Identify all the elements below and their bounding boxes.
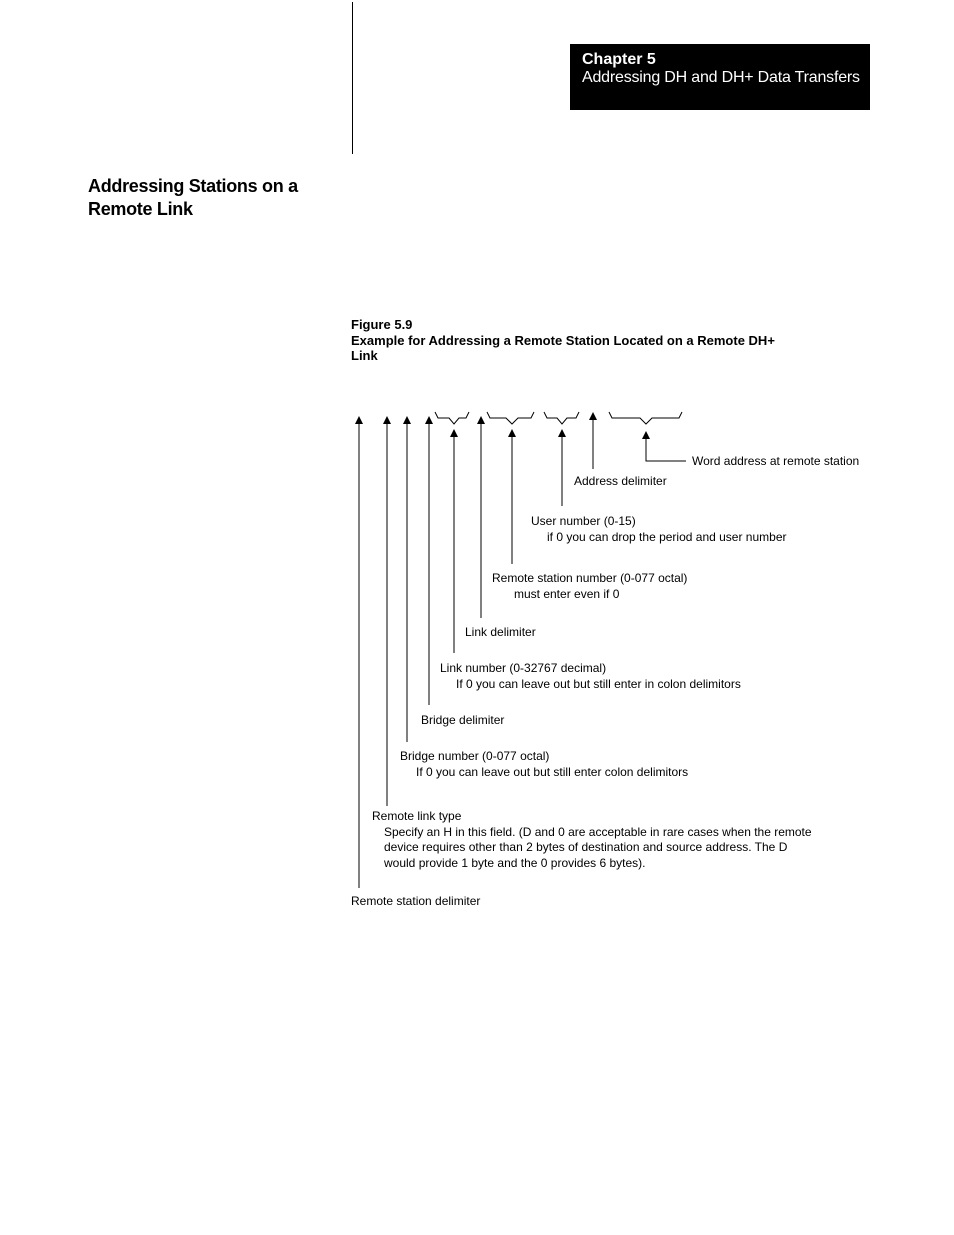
figure-number: Figure 5.9 [351, 317, 413, 332]
chapter-title: Addressing DH and DH+ Data Transfers [582, 69, 860, 86]
remote-link-type-note-2: device requires other than 2 bytes of destination and source address. The D [384, 840, 788, 854]
pointer-word-address [646, 432, 686, 461]
brace-remote-station-number [487, 412, 534, 424]
label-remote-link-type [372, 809, 812, 871]
remote-link-type-note-3: would provide 1 byte and the 0 provides 6 bytes). [384, 855, 646, 870]
label-user-number [531, 514, 786, 545]
link-number-title: Link number (0-32767 decimal) [440, 661, 607, 675]
user-number-title: User number (0-15) [531, 514, 636, 528]
chapter-label: Chapter 5 [582, 51, 656, 68]
label-word-address: Word address at remote station [692, 454, 860, 468]
label-bridge-number [400, 749, 688, 780]
brace-user-number [544, 412, 579, 424]
label-bridge-delimiter: Bridge delimiter [421, 713, 505, 727]
label-remote-station-number [492, 571, 687, 602]
link-number-note: If 0 you can leave out but still enter in colon delimitors [456, 676, 741, 691]
user-number-note: if 0 you can drop the period and user number [547, 529, 787, 544]
label-link-number [440, 661, 741, 692]
section-heading: Addressing Stations on a Remote Link [88, 176, 298, 219]
bridge-number-title: Bridge number (0-077 octal) [400, 749, 550, 763]
brace-link-number [435, 412, 469, 424]
brace-word-address [609, 412, 682, 424]
figure-title: Example for Addressing a Remote Station Located on a Remote DH+ Link [351, 332, 775, 363]
label-link-delimiter: Link delimiter [465, 625, 536, 639]
remote-link-type-title: Remote link type [372, 809, 462, 823]
label-remote-station-delimiter: Remote station delimiter [351, 894, 481, 908]
remote-station-number-note: must enter even if 0 [514, 586, 620, 601]
remote-link-type-note-1: Specify an H in this field. (D and 0 are acceptable in rare cases when the remote [384, 824, 812, 839]
bridge-number-note: If 0 you can leave out but still enter colon delimitors [416, 764, 689, 779]
remote-station-number-title: Remote station number (0-077 octal) [492, 571, 688, 585]
label-address-delimiter: Address delimiter [574, 474, 667, 488]
